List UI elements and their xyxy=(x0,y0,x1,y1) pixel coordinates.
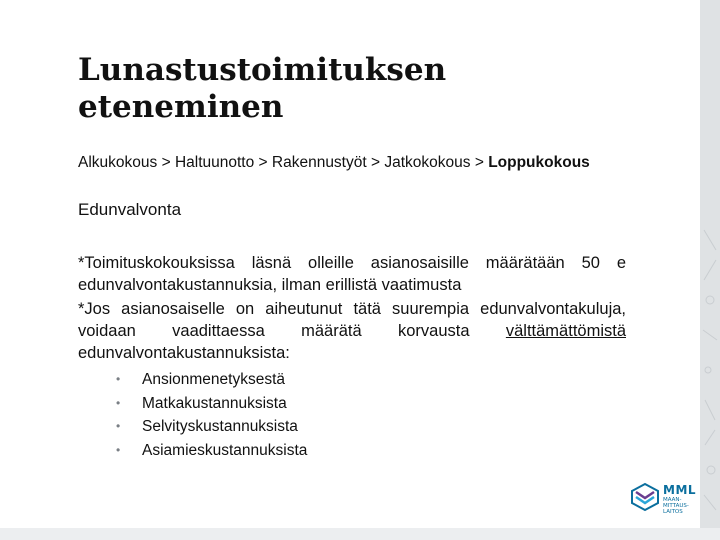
decorative-bottom-band xyxy=(0,528,720,540)
process-breadcrumb xyxy=(78,154,698,172)
breadcrumb-step: Alkukokous xyxy=(78,154,158,171)
mml-logo-mark-icon xyxy=(630,482,660,512)
section-heading: Edunvalvonta xyxy=(78,200,182,219)
breadcrumb-current-step: Loppukokous xyxy=(488,154,590,171)
list-item xyxy=(116,415,307,439)
breadcrumb-separator: > xyxy=(366,154,385,171)
list-item-label: Selvityskustannuksista xyxy=(142,418,298,435)
paragraph-tail: edunvalvontakustannuksista: xyxy=(78,344,290,362)
breadcrumb-separator: > xyxy=(470,154,489,171)
list-item-label: Ansionmenetyksestä xyxy=(142,371,286,388)
breadcrumb-separator: > xyxy=(157,154,175,171)
breadcrumb-step: Rakennustyöt xyxy=(271,154,367,171)
logo-wordmark: MML xyxy=(663,483,697,497)
decorative-pattern-icon xyxy=(700,0,720,540)
logo-subtitle: MAAN-MITTAUS-LAITOS xyxy=(663,497,689,515)
underlined-term: välttämättömistä xyxy=(505,322,626,340)
paragraph-lead: *Jos asianosaiselle on aiheutunut tätä suurempia edunvalvontakuluja, voidaan vaadittaessa määrätä korvausta xyxy=(78,300,626,340)
slide-title: Lunastustoimituksen eteneminen xyxy=(78,52,447,125)
list-item xyxy=(116,368,307,392)
decorative-side-band xyxy=(700,0,720,540)
breadcrumb-separator: > xyxy=(254,154,272,171)
breadcrumb-step: Jatkokokous xyxy=(384,154,471,171)
bullet-dot-icon: • xyxy=(116,372,121,386)
bullet-dot-icon: • xyxy=(116,442,121,457)
list-item-label: Matkakustannuksista xyxy=(142,394,287,412)
cost-types-list xyxy=(116,368,307,462)
body-paragraph-1: *Toimituskokouksissa läsnä olleille asianosaisille määrätään 50 e edunvalvontakustannuksia, ilman erillistä vaatimusta xyxy=(78,254,626,294)
breadcrumb-step: Haltuunotto xyxy=(174,154,255,171)
list-item xyxy=(116,392,307,416)
bullet-dot-icon: • xyxy=(116,395,121,410)
body-paragraph-2 xyxy=(78,298,626,364)
list-item-label: Asiamieskustannuksista xyxy=(142,441,308,459)
bullet-dot-icon: • xyxy=(116,419,121,433)
list-item xyxy=(116,439,307,463)
mml-logo xyxy=(630,480,700,520)
